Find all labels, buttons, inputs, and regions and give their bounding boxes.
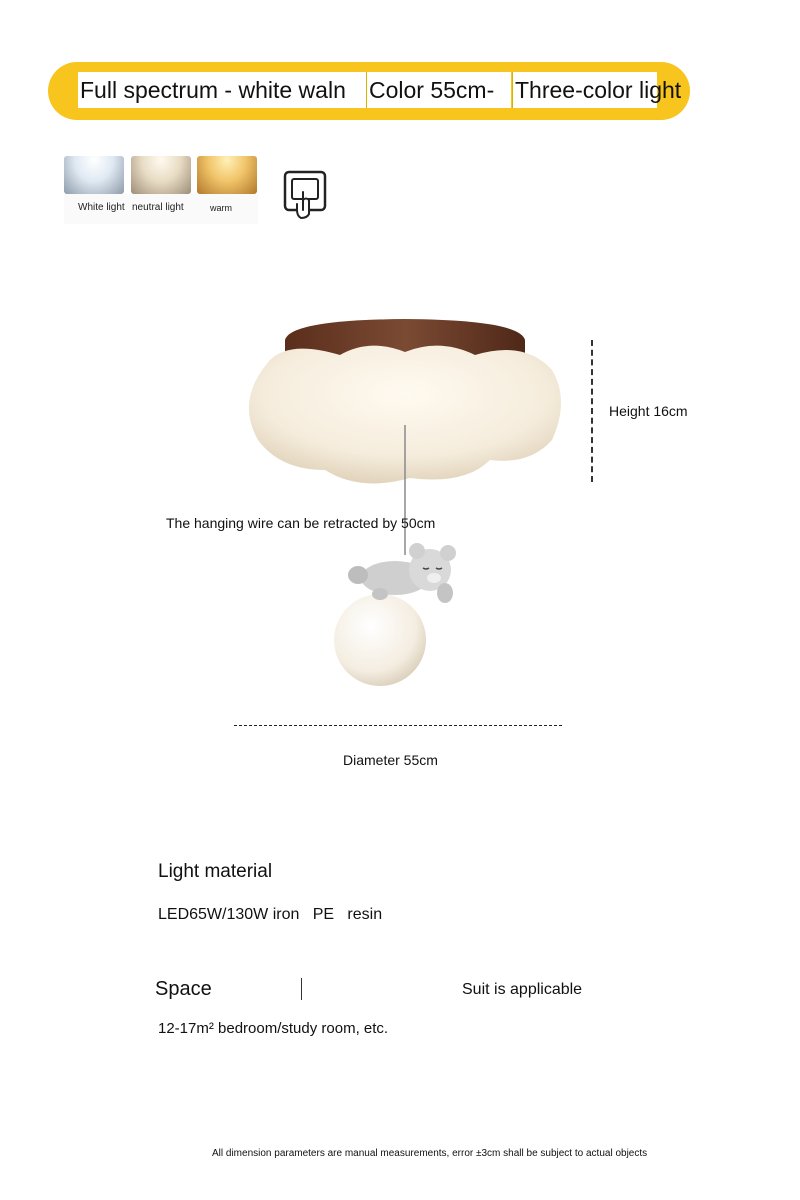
white-light-swatch [64,156,124,194]
wire-length-label: The hanging wire can be retracted by 50cm [166,515,436,531]
material-heading: Light material [158,861,273,882]
material-text: LED65W/130W iron PE resin [158,906,383,923]
warm-light-swatch [197,156,257,194]
diameter-dimension-line [234,725,562,726]
space-heading: Space [155,978,212,1000]
banner-segment-light-type: Three-color light [512,72,657,108]
swatch-labels [64,194,258,224]
title-banner [48,62,690,120]
ceiling-lamp-illustration [230,300,590,720]
height-label: Height 16cm [609,403,688,419]
height-dimension-line [591,340,593,482]
bear-figure [348,543,456,603]
neutral-light-label: neutral light [132,202,184,213]
wall-switch-touch-icon [283,170,327,220]
banner-segment-spectrum: Full spectrum - white waln [78,72,366,108]
diameter-label: Diameter 55cm [343,752,438,768]
measurement-footnote: All dimension parameters are manual measurements, error ±3cm shall be subject to actual objects [212,1148,648,1159]
warm-light-label: warm [210,203,232,213]
suit-applicable-label: Suit is applicable [462,981,583,998]
banner-segment-size: Color 55cm- [366,72,511,108]
white-light-label: White light [78,202,125,213]
space-text: 12-17m² bedroom/study room, etc. [158,1020,389,1037]
globe-shade [334,594,426,686]
space-divider [301,978,302,1000]
neutral-light-swatch [131,156,191,194]
